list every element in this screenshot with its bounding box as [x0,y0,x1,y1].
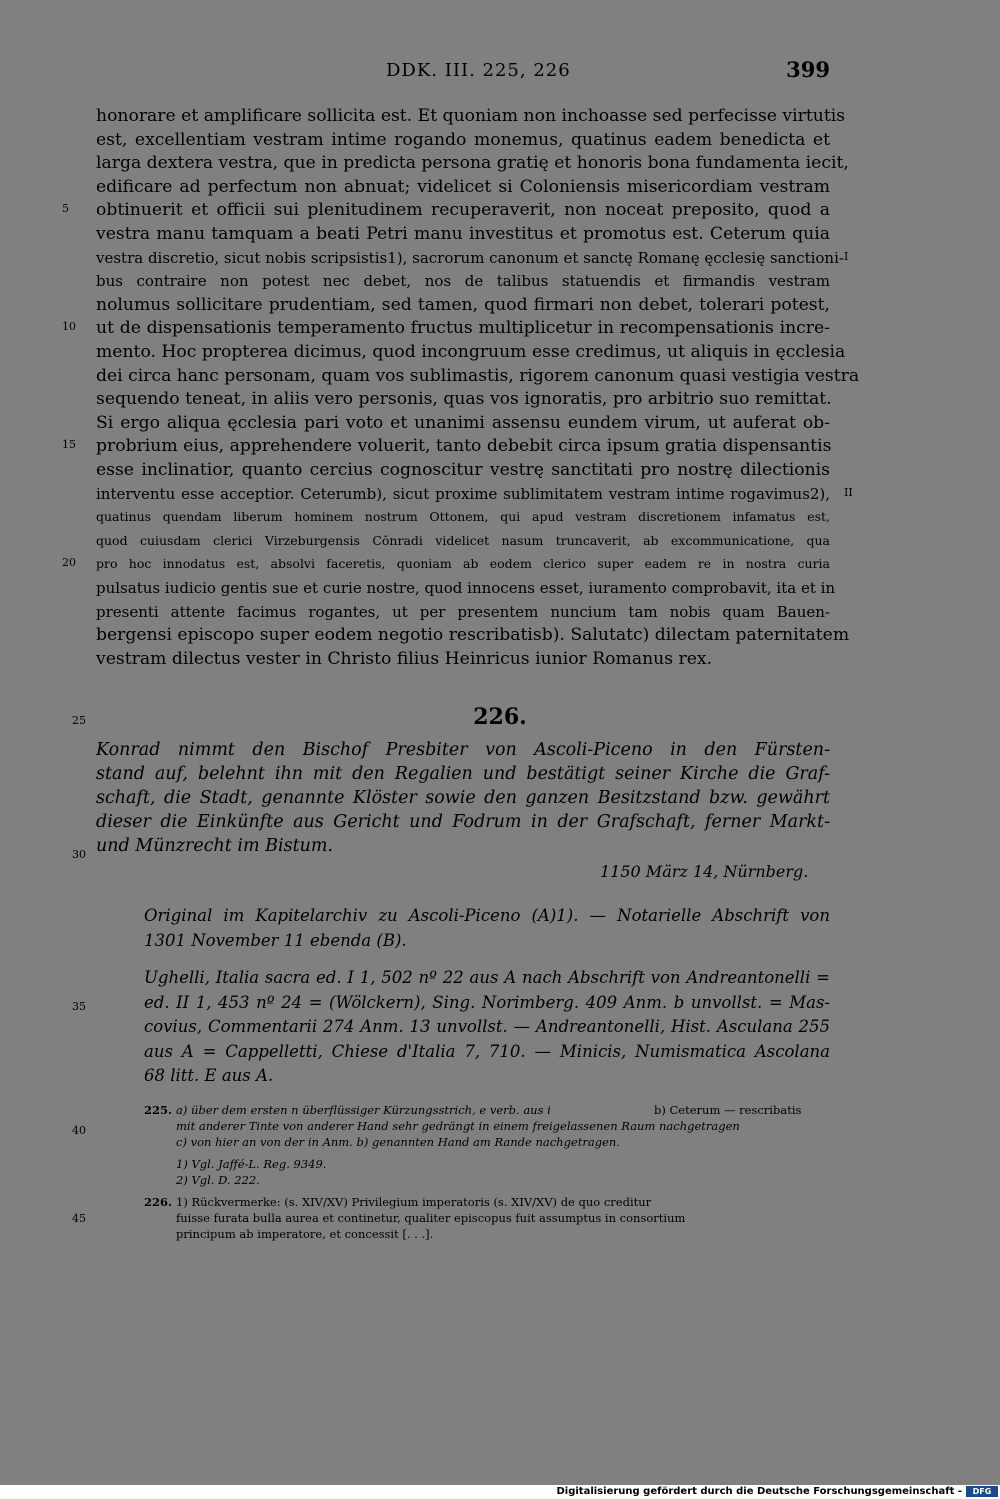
line-number: 30 [72,848,86,861]
text-line: ut de dispensationis temperamento fructus multiplicetur in recompensationis incre- [96,318,830,339]
funding-credit: Digitalisierung gefördert durch die Deutsche Forschungsgemeinschaft - [556,1486,962,1497]
footnote-text: 1) Vgl. Jaffé-L. Reg. 9349. [176,1157,327,1171]
text-line: presenti attente facimus rogantes, ut per presentem nuncium tam nobis quam Bauen- [96,602,830,621]
tradition-line: 1301 November 11 ebenda (B). [144,930,407,950]
literature-line: aus A = Cappelletti, Chiese d'Italia 7, 710. — Minicis, Numismatica Ascolana [144,1041,830,1061]
regest-line: dieser die Einkünfte aus Gericht und Fodrum in der Grafschaft, ferner Markt- [96,812,830,832]
document-number: 226. [473,704,527,730]
regest-line: und Münzrecht im Bistum. [96,836,334,856]
footnote [176,1102,551,1118]
footnote: fuisse furata bulla aurea et continetur, qualiter episcopus fuit assumptus in consortium [176,1211,686,1225]
text-line: est, excellentiam vestram intime rogando monemus, quatinus eadem benedicta et [96,129,830,150]
tradition [144,904,830,953]
text-line: edificare ad perfectum non abnuat; videlicet si Coloniensis misericordiam vestram [96,176,830,197]
text-line: bus contraire non potest nec debet, nos de talibus statuendis et firmandis vestram [96,272,830,291]
text-line: mento. Hoc propterea dicimus, quod incongruum esse credimus, ut aliquis in ęcclesia [96,342,846,362]
footnote-text: a) über dem ersten n überflüssiger Kürzungsstrich, e verb. aus i [176,1103,551,1117]
line-number: 20 [62,556,76,570]
line-number: 40 [72,1124,86,1137]
literature-line: Ughelli, Italia sacra ed. I 1, 502 nº 22 aus A nach Abschrift von Andreantonelli = [144,968,830,987]
text-line: dei circa hanc personam, quam vos sublimastis, rigorem canonum quasi vestigia vestra [96,365,860,386]
text-line: pulsatus iudicio gentis sue et curie nostre, quod innocens esset, iuramento comprobavit, ita et in [96,579,836,597]
text-line: sequendo teneat, in aliis vero personis, quas vos ignoratis, pro arbitrio suo remittat. [96,389,832,410]
text-line: obtinuerit et officii sui plenitudinem recuperaverit, non noceat preposito, quod a [96,200,830,221]
line-number: 25 [72,714,86,727]
footnote [176,1172,260,1188]
text-line: larga dextera vestra, que in predicta persona gratię et honoris bona fundamenta iecit, [96,153,849,174]
line-number: 10 [62,320,76,334]
margin-note: I [844,249,849,263]
running-title: DDK. III. 225, 226 [386,60,571,81]
text-line: nolumus sollicitare prudentiam, sed tamen, quod firmari non debet, tolerari potest, [96,294,830,315]
regest-line: schaft, die Stadt, genannte Klöster sowie den ganzen Besitzstand bzw. gewährt [96,788,830,808]
text-line: quatinus quendam liberum hominem nostrum Ottonem, qui apud vestram discretionem infamatus est, [96,509,830,525]
literature-line: ed. II 1, 453 nº 24 = (Wölckern), Sing. Norimberg. 409 Anm. b unvollst. = Mas- [144,992,830,1012]
footnote-label: 226. [144,1195,173,1209]
footnote: principum ab imperatore, et concessit [. . .]. [176,1227,434,1241]
page-header [96,57,830,86]
footnote [176,1134,620,1150]
margin-note: II [844,485,853,499]
footnote: 1) Rückvermerke: (s. XIV/XV) Privilegium imperatoris (s. XIV/XV) de quo creditur [176,1195,652,1209]
text-line: bergensi episcopo super eodem negotio rescribatisb). Salutatc) dilectam paternitatem [96,625,850,646]
literature [144,966,830,1089]
line-number: 15 [62,438,76,452]
line-number: 35 [72,1000,86,1013]
text-line: vestram dilectus vester in Christo filius Heinricus iunior Romanus rex. [96,648,713,669]
text-line: pro hoc innodatus est, absolvi faceretis, quoniam ab eodem clerico super eadem re in nostra curia [96,556,830,572]
regest-line: Konrad nimmt den Bischof Presbiter von Ascoli-Piceno in den Fürsten- [96,740,830,760]
tradition-line: Original im Kapitelarchiv zu Ascoli-Piceno (A)1). — Notarielle Abschrift von [144,906,830,925]
text-line: vestra discretio, sicut nobis scripsistis1), sacrorum canonum et sanctę Romanę ęcclesię sanctioni- [96,248,844,267]
text-line: interventu esse acceptior. Ceterumb), sicut proxime sublimitatem vestram intime rogavimus2), [96,484,830,503]
dfg-logo: DFG [966,1486,998,1497]
footnote-label: 225. [144,1103,173,1117]
text-line: probrium eius, apprehendere voluerit, tanto debebit circa ipsum gratia dispensantis [96,436,832,457]
text-line: Si ergo aliqua ęcclesia pari voto et unanimi assensu eundem virum, ut auferat ob- [96,412,830,433]
regest [96,738,830,858]
line-number: 5 [62,202,69,216]
text-line: esse inclinatior, quanto cercius cognoscitur vestrę sanctitati pro nostrę dilectionis [96,460,830,480]
footnote-text: c) von hier an von der in Anm. b) genannten Hand am Rande nachgetragen. [176,1135,620,1149]
document-date: 1150 März 14, Nürnberg. [600,862,809,881]
text-line: honorare et amplificare sollicita est. Et quoniam non inchoasse sed perfecisse virtutis [96,106,846,126]
page-number: 399 [786,57,830,82]
line-number: 45 [72,1212,86,1225]
footnote [176,1118,740,1134]
text-line: quod cuiusdam clerici Virzeburgensis Cŏnradi videlicet nasum truncaverit, ab excommunicatione, qua [96,532,830,548]
literature-line: covius, Commentarii 274 Anm. 13 unvollst. — Andreantonelli, Hist. Asculana 255 [144,1017,830,1036]
text-line: vestra manu tamquam a beati Petri manu investitus et promotus est. Ceterum quia [96,224,830,244]
footnote [176,1156,326,1172]
regest-line: stand auf, belehnt ihn mit den Regalien und bestätigt seiner Kirche die Graf- [96,764,830,784]
footnote-text: mit anderer Tinte von anderer Hand sehr gedrängt in einem freigelassenen Raum nachgetragen [176,1119,740,1133]
literature-line: 68 litt. E aus A. [144,1066,274,1085]
footnote: b) Ceterum — rescribatis [654,1103,802,1117]
footnote-text: 2) Vgl. D. 222. [176,1173,260,1187]
